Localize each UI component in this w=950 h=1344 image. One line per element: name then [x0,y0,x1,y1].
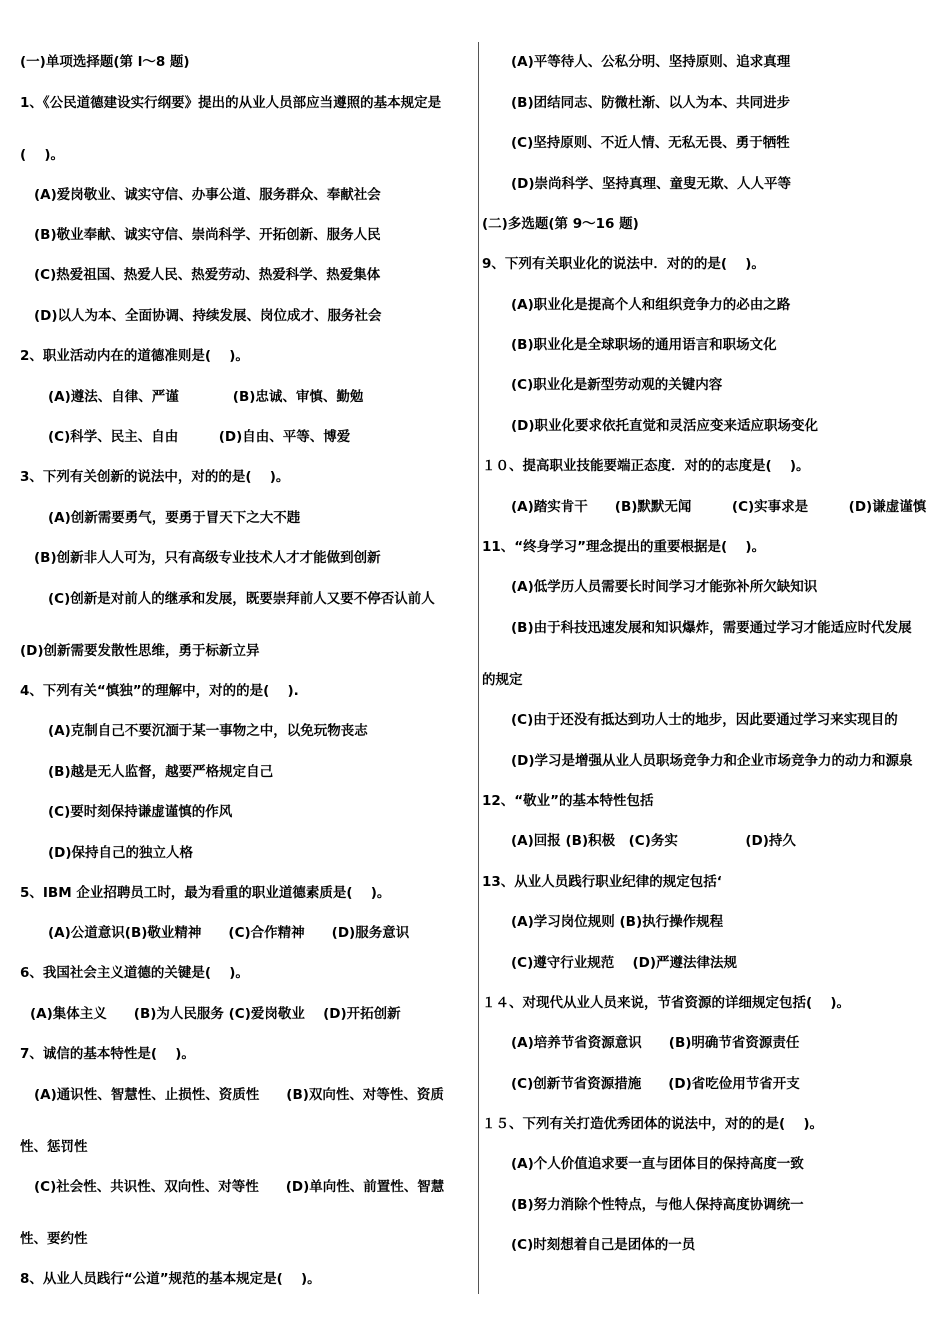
question-11-option-a: (A)低学历人员需要长时间学习才能弥补所欠缺知识 [511,579,818,595]
question-8-text: 8、从业人员践行“公道”规范的基本规定是( )。 [20,1271,321,1287]
question-15-option-a: (A)个人价值追求要一直与团体目的保持高度一致 [511,1156,804,1172]
question-5-options: (A)公道意识(B)敬业精神 (C)合作精神 (D)服务意识 [48,925,410,941]
question-6-options: (A)集体主义 (B)为人民服务 (C)爱岗敬业 (D)开拓创新 [30,1006,401,1022]
question-11-option-d: (D)学习是增强从业人员职场竞争力和企业市场竞争力的动力和源泉 [511,753,913,769]
question-8-option-a: (A)平等待人、公私分明、坚持原则、追求真理 [511,54,791,70]
question-9-option-a: (A)职业化是提高个人和组织竞争力的必由之路 [511,297,791,313]
question-3-option-c: (C)创新是对前人的继承和发展，既要崇拜前人又要不停否认前人 [48,591,435,607]
question-1-option-a: (A)爱岗敬业、诚实守信、办事公道、服务群众、奉献社会 [34,187,381,203]
question-8-option-b: (B)团结同志、防微杜渐、以人为本、共同进步 [511,95,791,111]
question-9-option-c: (C)职业化是新型劳动观的关键内容 [511,377,723,393]
question-9-text: 9、下列有关职业化的说法中．对的的是( )。 [482,256,765,272]
question-4-option-d: (D)保持自己的独立人格 [48,845,194,861]
question-15-option-b: (B)努力消除个性特点，与他人保持高度协调统一 [511,1197,804,1213]
question-4-option-b: (B)越是无人监督，越要严格规定自己 [48,764,274,780]
question-2-options-cd: (C)科学、民主、自由 (D)自由、平等、博爱 [48,429,351,445]
question-15-text: １５、下列有关打造优秀团体的说法中，对的的是( )。 [482,1116,824,1132]
question-14-text: １４、对现代从业人员来说，节省资源的详细规定包括( )。 [482,995,851,1011]
question-13-options-ab: (A)学习岗位规则 (B)执行操作规程 [511,914,724,930]
question-12-options: (A)回报 (B)积极 (C)务实 (D)持久 [511,833,796,849]
question-1-option-b: (B)敬业奉献、诚实守信、崇尚科学、开拓创新、服务人民 [34,227,381,243]
question-11-text: 11、“终身学习”理念提出的重要根据是( )。 [482,539,766,555]
question-2-text: 2、职业活动内在的道德准则是( )。 [20,348,249,364]
question-4-text: 4、下列有关“慎独”的理解中，对的的是( ). [20,683,299,699]
question-13-options-cd: (C)遵守行业规范 (D)严遵法律法规 [511,955,737,971]
question-11-option-c: (C)由于还没有抵达到功人士的地步，因此要通过学习来实现目的 [511,712,898,728]
question-7-options-ab-cont: 性、惩罚性 [20,1139,88,1155]
question-12-text: 12、“敬业”的基本特性包括 [482,793,654,809]
question-13-text: 13、从业人员践行职业纪律的规定包括‘ [482,874,722,890]
question-15-option-c: (C)时刻想着自己是团体的一员 [511,1237,696,1253]
question-3-option-a: (A)创新需要勇气，要勇于冒天下之大不韪 [48,510,301,526]
question-2-options-ab: (A)遵法、自律、严谨 (B)忠诚、审慎、勤勉 [48,389,364,405]
question-7-options-cd-cont: 性、要约性 [20,1231,88,1247]
question-14-options-cd: (C)创新节省资源措施 (D)省吃俭用节省开支 [511,1076,800,1092]
question-3-option-b: (B)创新非人人可为，只有高级专业技术人才才能做到创新 [34,550,381,566]
question-11-option-b-cont: 的规定 [482,672,523,688]
question-4-option-c: (C)要时刻保持谦虚谨慎的作风 [48,804,233,820]
question-1-text: 1、《公民道德建设实行纲要》提出的从业人员部应当遵照的基本规定是 [20,95,442,111]
question-11-option-b: (B)由于科技迅速发展和知识爆炸，需要通过学习才能适应时代发展 [511,620,912,636]
question-8-option-c: (C)坚持原则、不近人情、无私无畏、勇于牺牲 [511,135,790,151]
question-10-text: １０、提高职业技能要端正态度．对的的志度是( )。 [482,458,810,474]
column-divider [478,42,479,1294]
question-3-text: 3、下列有关创新的说法中，对的的是( )。 [20,469,290,485]
question-6-text: 6、我国社会主义道德的关键是( )。 [20,965,249,981]
question-9-option-b: (B)职业化是全球职场的通用语言和职场文化 [511,337,777,353]
question-7-options-cd: (C)社会性、共识性、双向性、对等性 (D)单向性、前置性、智慧 [34,1179,445,1195]
question-1-option-c: (C)热爱祖国、热爱人民、热爱劳动、热爱科学、热爱集体 [34,267,381,283]
question-8-option-d: (D)崇尚科学、坚持真理、童叟无欺、人人平等 [511,176,792,192]
question-7-options-ab: (A)通识性、智慧性、止损性、资质性 (B)双向性、对等性、资质 [34,1087,444,1103]
question-1-blank: ( )。 [20,147,65,163]
question-5-text: 5、IBM 企业招聘员工时，最为看重的职业道德素质是( )。 [20,885,391,901]
question-9-option-d: (D)职业化要求依托直觉和灵活应变来适应职场变化 [511,418,819,434]
section-heading-single-choice: (一)单项选择题(第 l～8 题) [20,54,190,70]
question-14-options-ab: (A)培养节省资源意识 (B)明确节省资源责任 [511,1035,800,1051]
question-4-option-a: (A)克制自己不要沉湎于某一事物之中，以免玩物丧志 [48,723,368,739]
question-10-options: (A)踏实肯干 (B)默默无闻 (C)实事求是 (D)谦虚谨慎 [511,499,927,515]
section-heading-multi-choice: (二)多选题(第 9～16 题) [482,216,639,232]
question-3-option-d: (D)创新需要发散性思维，勇于标新立异 [20,643,260,659]
question-1-option-d: (D)以人为本、全面协调、持续发展、岗位成才、服务社会 [34,308,382,324]
question-7-text: 7、诚信的基本特性是( )。 [20,1046,195,1062]
